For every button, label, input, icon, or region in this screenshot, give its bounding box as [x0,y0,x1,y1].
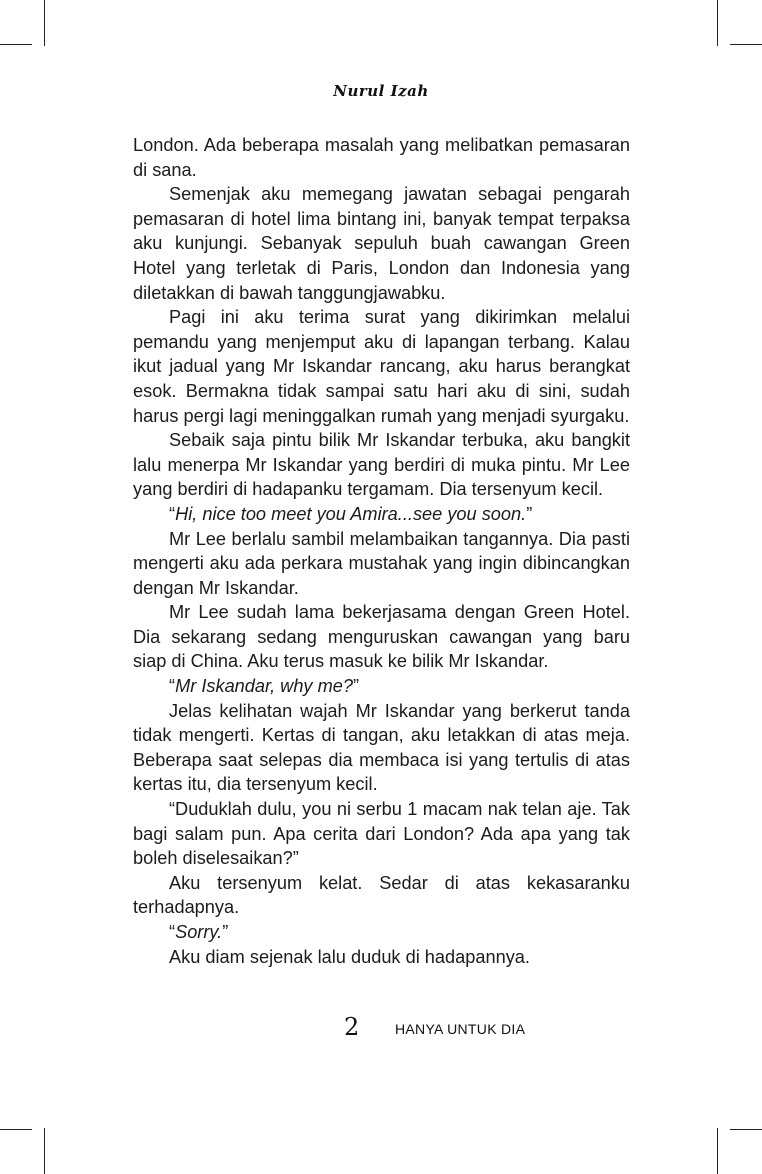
paragraph: Aku diam sejenak lalu duduk di hadapannya. [169,946,530,967]
open-quote: “ [169,922,176,942]
crop-mark-top-left-h [0,44,32,45]
crop-mark-bottom-right [717,1128,718,1174]
paragraph: “Duduklah dulu, you ni serbu 1 macam nak telan aje. Tak bagi salam pun. Apa cerita dari London? Ada apa yang tak boleh diselesaikan?” [133,799,630,869]
crop-mark-bottom-left [44,1128,45,1174]
crop-mark-bottom-left-h [0,1129,32,1130]
paragraph: Sebaik saja pintu bilik Mr Iskandar terbuka, aku bangkit lalu menerpa Mr Iskandar yang berdiri di muka pintu. Mr Lee yang berdiri di hadapanku tergamam. Dia tersenyum kecil. [133,430,630,500]
dialogue-italic: Mr Iskandar, why me? [175,676,353,697]
crop-mark-top-right-h [730,44,762,45]
open-quote: “ [169,676,176,697]
close-quote: ” [352,676,360,697]
dialogue-line [133,674,630,699]
book-title: HANYA UNTUK DIA [395,1021,526,1037]
open-quote: “ [169,503,176,524]
crop-mark-top-right [717,0,718,46]
dialogue-line [133,920,630,945]
page-footer [0,1013,762,1043]
paragraph: Mr Lee berlalu sambil melambaikan tangannya. Dia pasti mengerti aku ada perkara mustahak yang ingin dibincangkan dengan Mr Iskandar. [133,528,630,598]
crop-mark-bottom-right-h [730,1129,762,1130]
paragraph: Aku tersenyum kelat. Sedar di atas kekasaranku terhadapnya. [133,872,630,918]
close-quote: ” [526,503,533,524]
page-body [133,133,630,969]
paragraph: Mr Lee sudah lama bekerjasama dengan Green Hotel. Dia sekarang sedang menguruskan cawangan yang baru siap di China. Aku terus masuk ke bilik Mr Iskandar. [133,602,630,672]
paragraph: Pagi ini aku terima surat yang dikirimkan melalui pemandu yang menjemput aku di lapangan terbang. Kalau ikut jadual yang Mr Iskandar rancang, aku harus berangkat esok. Bermakna tidak sampai satu hari aku di sini, sudah harus pergi lagi meninggalkan rumah yang menjadi syurgaku. [133,307,630,426]
paragraph: Semenjak aku memegang jawatan sebagai pengarah pemasaran di hotel lima bintang ini, banyak tempat terpaksa aku kunjungi. Sebanyak sepuluh buah cawangan Green Hotel yang terletak di Paris, London dan Indonesia yang diletakkan di bawah tanggungjawabku. [133,184,630,303]
dialogue-italic: Hi, nice too meet you Amira...see you soon. [175,503,527,524]
dialogue-italic: Sorry. [175,922,223,942]
paragraph: London. Ada beberapa masalah yang melibatkan pemasaran di sana. [133,135,630,180]
dialogue-line [133,502,630,527]
close-quote: ” [222,922,229,942]
page-number: 2 [344,1013,360,1041]
crop-mark-top-left [44,0,45,46]
paragraph: Jelas kelihatan wajah Mr Iskandar yang berkerut tanda tidak mengerti. Kertas di tangan, aku letakkan di atas meja. Beberapa saat selepas dia membaca isi yang tertulis di atas kertas itu, dia tersenyum kecil. [133,700,630,795]
running-head-author: Nurul Izah [333,82,429,100]
